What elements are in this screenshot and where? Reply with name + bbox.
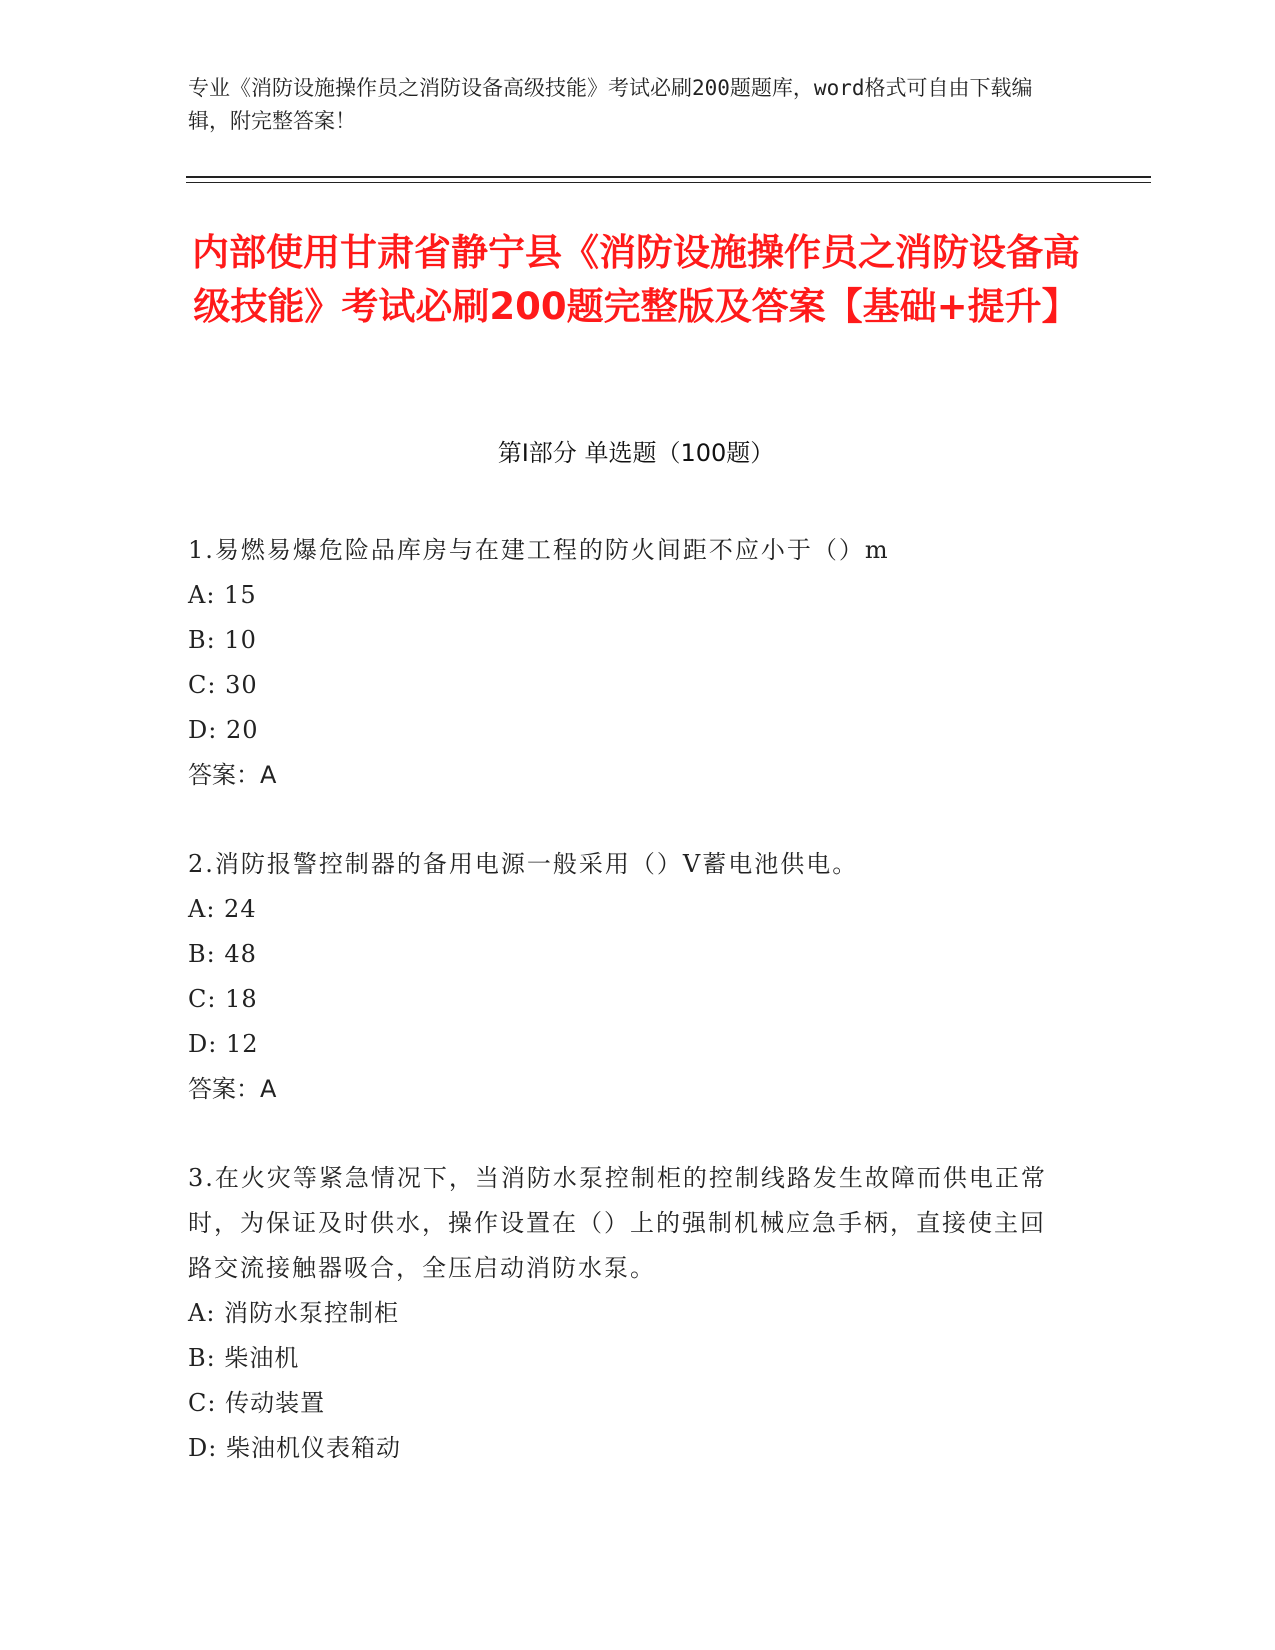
question-1	[188, 528, 1068, 798]
option-d: D: 12	[188, 1030, 259, 1058]
section-heading: 第I部分 单选题（100题）	[497, 439, 775, 467]
question-stem: 1.易燃易爆危险品库房与在建工程的防火间距不应小于（）m	[188, 536, 890, 564]
option-a: A: 消防水泵控制柜	[188, 1299, 400, 1327]
question-3	[188, 1156, 1068, 1471]
answer-label: 答案：A	[188, 1075, 277, 1103]
option-d: D: 柴油机仪表箱动	[188, 1434, 401, 1462]
option-c: C: 30	[188, 671, 258, 699]
option-d: D: 20	[188, 716, 259, 744]
document-title: 内部使用甘肃省静宁县《消防设施操作员之消防设备高级技能》考试必刷200题完整版及答案【基础+提升】	[192, 231, 1080, 328]
question-list	[188, 528, 1068, 1515]
header-divider-thin	[186, 182, 1151, 183]
header-divider-thick	[186, 176, 1151, 178]
answer-label: 答案：A	[188, 761, 277, 789]
option-c: C: 18	[188, 985, 258, 1013]
option-b: B: 柴油机	[188, 1344, 300, 1372]
option-b: B: 10	[188, 626, 257, 654]
option-b: B: 48	[188, 940, 257, 968]
option-a: A: 24	[188, 895, 257, 923]
question-stem: 3.在火灾等紧急情况下，当消防水泵控制柜的控制线路发生故障而供电正常时，为保证及时供水，操作设置在（）上的强制机械应急手柄，直接使主回路交流接触器吸合，全压启动消防水泵。	[188, 1164, 1047, 1282]
option-c: C: 传动装置	[188, 1389, 326, 1417]
option-a: A: 15	[188, 581, 257, 609]
question-stem: 2.消防报警控制器的备用电源一般采用（）V蓄电池供电。	[188, 850, 859, 878]
question-2	[188, 842, 1068, 1112]
header-note: 专业《消防设施操作员之消防设备高级技能》考试必刷200题题库，word格式可自由下载编辑，附完整答案！	[188, 76, 1033, 133]
